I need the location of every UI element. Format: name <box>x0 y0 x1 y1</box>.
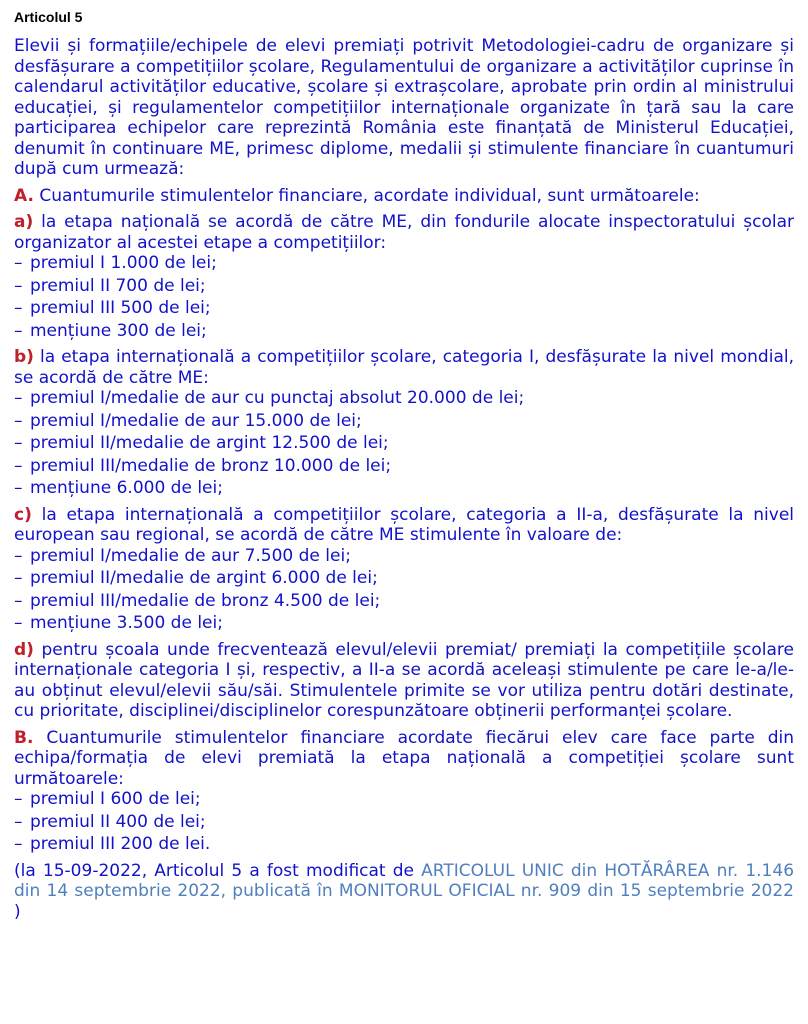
section-b-label: B. <box>14 727 34 748</box>
list-item <box>14 812 794 833</box>
point-c <box>14 505 794 634</box>
list-marker: – <box>14 478 23 498</box>
article-title: Articolul 5 <box>14 9 83 25</box>
section-b-text: Cuantumurile stimulentelor financiare acordate fiecărui elev care face parte din echipa/formația de elevi premiată la etapa națională a competiției școlare sunt următoarele: <box>14 727 795 789</box>
section-a-heading <box>14 186 794 207</box>
list-marker: – <box>14 613 23 633</box>
section-a-label: A. <box>14 185 34 206</box>
section-b <box>14 728 794 855</box>
point-c-text: la etapa internațională a competițiilor școlare, categoria a II-a, desfășurate la nivel european sau regional, se acordă de către ME stimulente în valoare de: <box>14 504 795 545</box>
list-item <box>14 591 794 612</box>
list-marker: – <box>14 298 23 318</box>
list-item <box>14 546 794 567</box>
point-b-text: la etapa internațională a competițiilor școlare, categoria I, desfășurate la nivel mondial, se acordă de către ME: <box>14 347 794 388</box>
list-marker: – <box>14 275 23 296</box>
point-b <box>14 347 794 499</box>
list-marker: – <box>14 253 23 273</box>
list-item-text: premiul I/medalie de aur cu punctaj absolut 20.000 de lei; <box>30 388 525 408</box>
list-item-text: premiul III/medalie de bronz 10.000 de lei; <box>30 455 392 476</box>
list-item-text: premiul III/medalie de bronz 4.500 de lei; <box>30 590 381 611</box>
list-item-text: premiul II 700 de lei; <box>30 275 206 296</box>
amendment-note <box>14 861 794 923</box>
list-item-text: mențiune 3.500 de lei; <box>30 613 223 633</box>
list-item-text: premiul I 600 de lei; <box>30 789 201 809</box>
point-a-label: a) <box>14 212 34 232</box>
list-marker: – <box>14 455 23 476</box>
list-item <box>14 388 794 409</box>
list-marker: – <box>14 545 23 566</box>
list-marker: – <box>14 433 23 453</box>
list-item-text: premiul I/medalie de aur 15.000 de lei; <box>30 410 362 431</box>
point-a-text: la etapa națională se acordă de către ME, din fondurile alocate inspectoratului școlar organizator al acestei etape a competițiilor: <box>14 212 795 253</box>
point-d-label: d) <box>14 639 34 660</box>
section-a-text: Cuantumurile stimulentelor financiare, acordate individual, sunt următoarele: <box>39 185 700 206</box>
list-item <box>14 613 794 634</box>
list-item <box>14 298 794 319</box>
point-a <box>14 212 794 341</box>
list-item <box>14 834 794 855</box>
list-item <box>14 789 794 810</box>
list-marker: – <box>14 568 23 588</box>
point-b-label: b) <box>14 347 34 367</box>
list-item <box>14 253 794 274</box>
list-item-text: premiul I/medalie de aur 7.500 de lei; <box>30 545 351 566</box>
point-d <box>14 640 794 722</box>
list-marker: – <box>14 834 23 854</box>
list-item-text: premiul III 200 de lei. <box>30 834 211 854</box>
list-item <box>14 411 794 432</box>
list-marker: – <box>14 320 23 341</box>
list-item <box>14 433 794 454</box>
amendment-link[interactable]: ARTICOLUL UNIC din HOTĂRÂREA nr. 1.146 din 14 septembrie 2022, publicată în MONITORUL OFICIAL nr. 909 din 15 septembrie 2022 <box>14 860 795 901</box>
list-marker: – <box>14 590 23 611</box>
list-item <box>14 321 794 342</box>
list-marker: – <box>14 388 23 408</box>
point-c-label: c) <box>14 504 32 525</box>
list-item <box>14 276 794 297</box>
list-marker: – <box>14 789 23 809</box>
list-item-text: premiul I 1.000 de lei; <box>30 253 217 273</box>
list-item-text: premiul II 400 de lei; <box>30 811 206 832</box>
list-item-text: mențiune 300 de lei; <box>30 320 207 341</box>
list-marker: – <box>14 811 23 832</box>
list-marker: – <box>14 410 23 431</box>
list-item-text: premiul II/medalie de argint 6.000 de lei; <box>30 568 378 588</box>
list-item-text: premiul III 500 de lei; <box>30 298 211 318</box>
list-item <box>14 478 794 499</box>
list-item-text: premiul II/medalie de argint 12.500 de lei; <box>30 433 389 453</box>
article-intro: Elevii și formațiile/echipele de elevi premiați potrivit Metodologiei-cadru de organizare și desfășurare a competițiilor școlare, Regulamentului de organizare a activităților cuprinse în calendarul activităților educative, școlare și extrașcolare, aprobate prin ordin al ministrului educației, și regulamentelor competițiilor internaționale organizate în țară sau la care participarea echipelor care reprezintă România este finanțată de Ministerul Educației, denumit în continuare ME, primesc diplome, medalii și stimulente financiare în cuantumuri după cum urmează: <box>14 36 794 179</box>
list-item-text: mențiune 6.000 de lei; <box>30 478 223 498</box>
amendment-note-prefix: (la 15-09-2022, Articolul 5 a fost modificat de <box>14 860 414 881</box>
list-item <box>14 568 794 589</box>
list-item <box>14 456 794 477</box>
point-d-text: pentru școala unde frecventează elevul/elevii premiat/ premiați la competițiile școlare internaționale categoria I și, respectiv, a II-a se acordă aceleași stimulente pe care le-a/le-au obținut elevul/elevii său/săi. Stimulentele primite se vor utiliza pentru dotări destinate, cu prioritate, disciplinei/disciplinelor corespunzătoare obținerii performanței școlare. <box>14 639 795 721</box>
amendment-note-suffix: ) <box>14 901 21 922</box>
